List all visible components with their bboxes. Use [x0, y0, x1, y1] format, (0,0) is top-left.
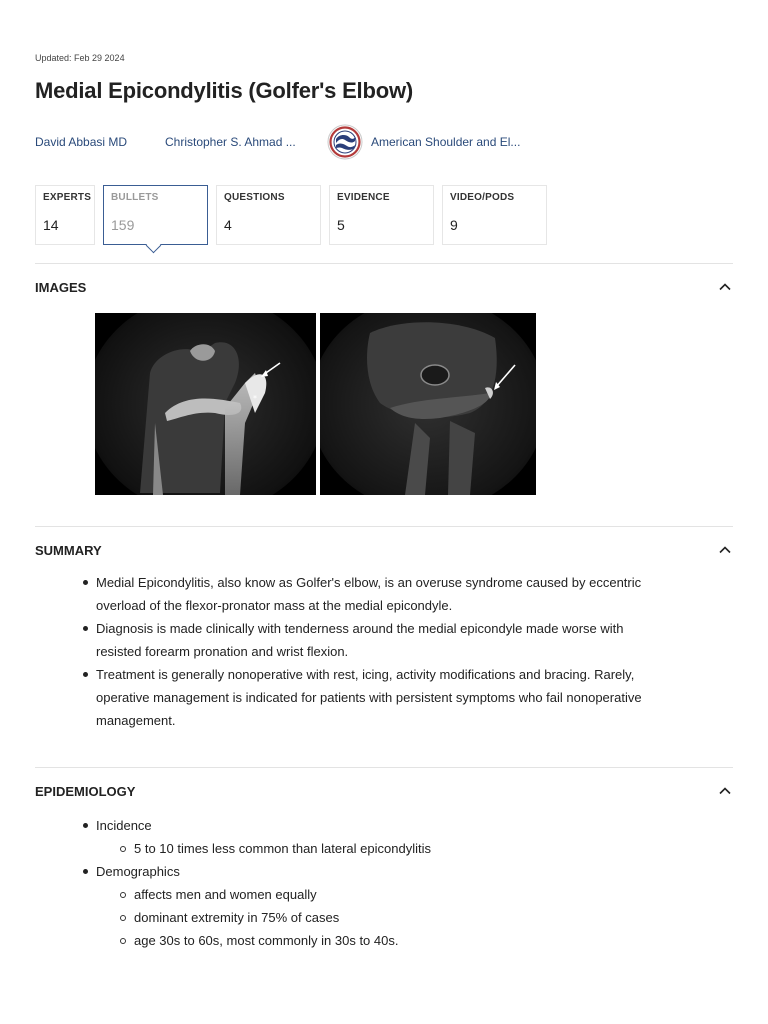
- tab-count: 159: [111, 217, 135, 233]
- author-link-ahmad[interactable]: Christopher S. Ahmad ...: [165, 135, 296, 149]
- mri-image-axial[interactable]: [320, 313, 536, 495]
- tab-label: VIDEO/PODS: [450, 192, 515, 203]
- organization-link[interactable]: [327, 124, 520, 160]
- tab-count: 14: [43, 217, 59, 233]
- section-title: SUMMARY: [35, 542, 102, 558]
- sub-list-item-link[interactable]: dominant extremity in 75% of cases: [96, 906, 643, 929]
- mri-image-coronal[interactable]: [95, 313, 316, 495]
- tab-label: QUESTIONS: [224, 192, 285, 203]
- organization-name: American Shoulder and El...: [371, 135, 521, 149]
- list-item: [83, 860, 643, 952]
- tab-count: 9: [450, 217, 458, 233]
- tab-evidence[interactable]: [329, 185, 434, 245]
- sub-list-item: 5 to 10 times less common than lateral epicondylitis: [96, 837, 643, 860]
- list-item: [83, 814, 643, 860]
- list-item-label: Incidence: [96, 818, 152, 833]
- author-list: [35, 124, 520, 160]
- tab-experts[interactable]: [35, 185, 95, 245]
- ases-logo-icon: [327, 124, 363, 160]
- epidemiology-list: [83, 814, 643, 952]
- sub-list: [96, 837, 643, 860]
- epidemiology-section-header[interactable]: [35, 781, 733, 801]
- section-divider: [35, 263, 733, 264]
- tab-count: 5: [337, 217, 345, 233]
- svg-text:*: *: [253, 394, 257, 403]
- section-divider: [35, 767, 733, 768]
- sub-list: [96, 883, 643, 952]
- section-title: IMAGES: [35, 279, 87, 295]
- chevron-up-icon[interactable]: [717, 542, 733, 558]
- image-gallery: [95, 313, 540, 495]
- chevron-up-icon[interactable]: [717, 279, 733, 295]
- page-title: Medial Epicondylitis (Golfer's Elbow): [35, 78, 413, 103]
- chevron-up-icon[interactable]: [717, 783, 733, 799]
- list-item-label: Demographics: [96, 864, 180, 879]
- tab-label: BULLETS: [111, 192, 159, 203]
- stats-tabs: [35, 185, 555, 245]
- list-item: Treatment is generally nonoperative with rest, icing, activity modifications and bracing. Rarely, operative management is indicated for patients with persistent symptoms who fail nonoperative management.: [83, 663, 643, 732]
- images-section-header[interactable]: [35, 277, 733, 297]
- active-tab-pointer: [146, 238, 162, 254]
- sub-list-item: age 30s to 60s, most commonly in 30s to 40s.: [96, 929, 643, 952]
- tab-label: EXPERTS: [43, 192, 92, 203]
- sub-list-item: affects men and women equally: [96, 883, 643, 906]
- section-divider: [35, 526, 733, 527]
- tab-count: 4: [224, 217, 232, 233]
- tab-video-pods[interactable]: [442, 185, 547, 245]
- summary-section-header[interactable]: [35, 540, 733, 560]
- section-title: EPIDEMIOLOGY: [35, 783, 136, 799]
- list-item: Medial Epicondylitis, also know as Golfer's elbow, is an overuse syndrome caused by eccentric overload of the flexor-pronator mass at the medial epicondyle.: [83, 571, 643, 617]
- tab-label: EVIDENCE: [337, 192, 390, 203]
- updated-date: Updated: Feb 29 2024: [35, 53, 125, 63]
- list-item: Diagnosis is made clinically with tenderness around the medial epicondyle made worse with resisted forearm pronation and wrist flexion.: [83, 617, 643, 663]
- summary-list: [83, 571, 643, 732]
- author-link-abbasi[interactable]: David Abbasi MD: [35, 135, 128, 149]
- tab-questions[interactable]: [216, 185, 321, 245]
- tab-bullets[interactable]: [103, 185, 208, 245]
